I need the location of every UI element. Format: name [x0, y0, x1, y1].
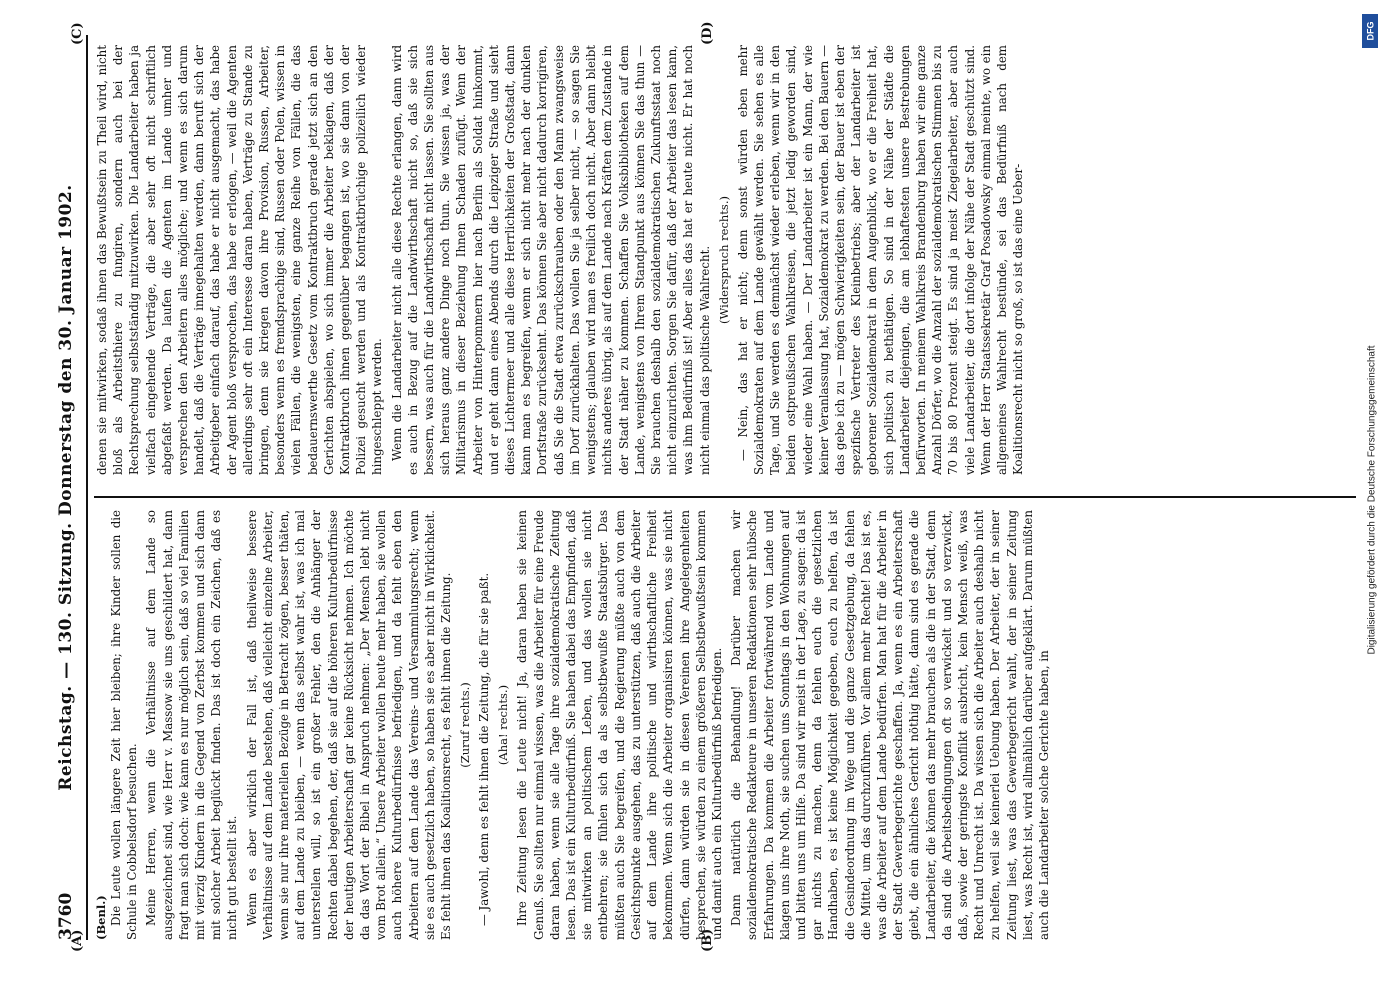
- column-divider: [94, 496, 1356, 498]
- speaker-label: (Benl.): [94, 895, 108, 940]
- paragraph: denen sie mitwirken, sodaß ihnen das Bewußtsein zu Theil wird, nicht bloß als Arbeitsthiere zu fungiren, sondern auch bei der Rechtsprechung selbstständig mitzuwirken. Die Landarbeiter haben ja vielfach eingehende Verträge, die aber sehr oft nicht schriftlich abgefaßt werden. Da laufen die Agenten im Lande umher und versprechen den Arbeitern alles mögliche; und wenn es sich darum handelt, daß die Verträge innegehalten werden, dann beruft sich der Arbeitgeber einfach darauf, das habe er nicht ausgemacht, das habe der Agent bloß versprochen, das habe er erlogen, — weil die Agenten allerdings sehr oft ein Interesse daran haben, Verträge zu Stande zu bringen, denn sie kriegen davon ihre Provision, Russen, Arbeiter, besonders wenn es fremdsprachige sind, Russen oder Polen, wissen in vielen Fällen, die wenigsten, eine ganze Reihe von Fällen, die das bedauernswerthe Gesetz vom Kontraktbruch gerade jetzt sich an den Gerichten abspielen, wo sich immer die Arbeiter beklagen, daß der Kontraktbruch ihnen gegenüber begangen ist, wo sie dann von der Polizei gesucht werden und als Kontraktbrüchige polizeilich wieder hingeschleppt werden.: [95, 45, 385, 475]
- margin-marker-d: (D): [700, 21, 715, 45]
- page-number: 3760: [56, 892, 76, 940]
- page-title: Reichstag. — 130. Sitzung. Donnerstag den 30. Januar 1902.: [56, 184, 76, 791]
- paragraph: Meine Herren, wenn die Verhältnisse auf dem Lande so ausgezeichnet sind, wie Herr v. Massow sie uns geschildert hat, dann fragt man sich doch: wie kann es nur möglich sein, daß so viel Familien mit vierzig Kindern in die Gegend von Zerbst kommen und sich dann mit solcher Arbeit beglückt finden. Das ist doch ein Zeichen, daß es nicht gut bestellt ist.: [144, 510, 240, 940]
- page-header: [50, 35, 88, 940]
- rotated-page: [50, 20, 1360, 950]
- paragraph: Ihre Zeitung lesen die Leute nicht! Ja, daran haben sie keinen Genuß. Sie sollten nur einmal wissen, was die Arbeiter für eine Freude daran haben, wenn sie alle Tage ihre sozialdemokratische Zeitung lesen. Das ist ein Kulturbedürfniß. Sie haben dabei das Empfinden, daß sie mitwirken an politischem Leben, und das wollen sie nicht entbehren; sie fühlen sich da als selbstbewußte Staatsbürger. Das müßten auch Sie begreifen, und die Regierung müßte auch von dem Gesichtspunkte ausgehen, das zu unterstützen, daß auch die Arbeiter auf dem Lande ihre politische und wirthschaftliche Freiheit bekommen. Wenn sich die Arbeiter organisiren können, was sie nicht dürfen, dann würden sie in diesen Vereinen ihre Angelegenheiten besprechen, sie würden zu einem größeren Selbstbewußtsein kommen und damit auch ein Kulturbedürfniß befriedigen.: [515, 510, 724, 940]
- dfg-badge: [1362, 14, 1378, 48]
- paragraph: Dann natürlich die Behandlung! Darüber machen wir sozialdemokratische Redakteure in unseren Redaktionen sehr hübsche Erfahrungen. Da kommen die Arbeiter fortwährend vom Lande und klagen uns ihre Noth, sie suchen uns Sonntags in den Wohnungen auf und bitten uns um Hilfe. Da sind wir meist in der Lage, zu sagen: da ist gar nichts zu machen, denn da fehlen euch die gesetzlichen Handhaben, es ist keine Möglichkeit gegeben, euch zu helfen, da ist die Gesindeordnung im Wege und die ganze Gesetzgebung, da fehlen die Mittel, um das durchzuführen. Vor allem mehr Rechte! Das ist es, was die Arbeiter auf dem Lande bedürfen. Man hat für die Arbeiter in der Stadt Gewerbegerichte geschaffen. Ja, wenn es ein Arbeiterschaft giebt, die ein ähnliches Gericht nöthig hätte, dann sind es gerade die Landarbeiter, die können das mehr brauchen als die in der Stadt, denn da sind die Arbeitsbedingungen oft so verwickelt und so verzwickt, daß, sowie der geringste Konflikt ausbricht, kein Mensch weiß, was Recht und Unrecht ist. Da wissen sich die Arbeiter auch deshalb nicht zu helfen, weil sie keinerlei Uebung haben. Der Arbeiter, der in seiner Zeitung liest, was das Gewerbegericht wahlt, der in seiner Zeitung liest, was Recht ist, wird allmählich darüber aufgeklärt. Darum müßten auch die Landarbeiter solche Gerichte haben, in: [729, 510, 1051, 940]
- paragraph: — Nein, das hat er nicht; denn sonst würden eben mehr Sozialdemokraten auf dem Lande gewählt werden. Sie sehen es alle Tage, und Sie werden es demnächst wieder erleben, wenn wir in den beiden ostpreußischen Wahlkreisen, die jetzt ledig geworden sind, wieder eine Wahl haben. — Der Landarbeiter ist ein Mann, der wie keiner Veranlassung hat, Sozialdemokrat zu werden. Bei den Bauern — das gebe ich zu — mögen Schwierigkeiten sein, der Bauer ist eben der spezifische Vertreter des Kleinbetriebs; aber der Landarbeiter ist geborener Sozialdemokrat in dem Augenblick, wo er die Freiheit hat, sich politisch zu bethätigen. So sind in der Nähe der Städte die Landarbeiter diejenigen, die am lebhaftesten unsere Bestrebungen befürworten. In meinem Wahlkreis Brandenburg haben wir eine ganze Anzahl Dörfer, wo die Anzahl der sozialdemokratischen Stimmen bis zu 70 bis 80 Prozent steigt. Es sind ja meist Ziegelarbeiter, aber auch viele Landarbeiter, die dort infolge der Nähe der Stadt geschützt sind. Wenn der Herr Staatssekretär Graf Posadowsky einmal meinte, wo ein allgemeines Wahlrecht bestünde, sei das Bedürfniß nach dem Koalitionsrecht nicht so groß, so ist das eine Ueber-: [735, 45, 1026, 475]
- interjection: (Zuruf rechts.): [458, 682, 473, 768]
- margin-marker-c: (C): [70, 22, 85, 45]
- paragraph: — Jawohl, denn es fehlt ihnen die Zeitung, die für sie paßt.: [477, 572, 492, 926]
- dfg-badge-text: DFG: [1365, 21, 1375, 41]
- interjection: (Widerspruch rechts.): [716, 196, 731, 324]
- margin-marker-a: (A): [70, 929, 85, 952]
- interjection: (Aha! rechts.): [496, 684, 511, 766]
- paragraph: Die Leute wollen längere Zeit hier bleiben; ihre Kinder sollen die Schule in Cobbelsdorf besuchen.: [109, 510, 140, 940]
- paragraph: Wenn die Landarbeiter nicht alle diese Rechte erlangen, dann wird es auch in Bezug auf die Landwirthschaft nicht so, daß sie sich bessern, was auch für die Landwirthschaft nicht lassen. Sie sollten aus sich heraus ganz andere Dinge noch thun. Sie wissen ja, was der Militarismus in dieser Beziehung Ihnen Schaden zufügt. Wenn der Arbeiter von Hinterpommern hier nach Berlin als Soldat hinkommt, und er geht dann eines Abends durch die Leipziger Straße und sieht dieses Lichtermeer und alle diese Herrlichkeiten der Großstadt, dann kann man es begreifen, wenn er sich nicht mehr nach der dunklen Dorfstraße zurücksehnt. Das können Sie aber nicht dadurch korrigiren, daß Sie die Stadt etwa zurückschrauben oder den Mann zwangsweise im Dorf zurückhalten. Das wollen Sie ja selber nicht, — so sagen Sie wenigstens; glauben wird man es freilich doch nicht. Aber dann bleibt nichts anderes übrig, als auf dem Lande nach Kräften dem Zustande in der Stadt näher zu kommen. Schaffen Sie Volksbibliotheken auf dem Lande, wenigstens von Ihrem Standpunkt aus können Sie das thun — Sie brauchen deshalb den sozialdemokratischen Zukunftsstaat noch nicht einzurichten. Sorgen Sie dafür, daß der Arbeiter das lesen kann, was ihm Bedürfniß ist! Aber alles das hat er heute nicht. Er hat noch nicht einmal das politische Wahlrecht.: [389, 45, 712, 475]
- digitization-note: Digitalisierung gefördert durch die Deutsche Forschungsgemeinschaft: [1366, 345, 1378, 655]
- left-column: [94, 510, 1359, 940]
- right-column: [94, 45, 1359, 475]
- margin-marker-b: (B): [700, 928, 715, 952]
- paragraph: Wenn es aber wirklich der Fall ist, daß theilweise bessere Verhältnisse auf dem Lande bestehen, daß vielleicht einzelne Arbeiter, wenn sie nur ihre materiellen Bezüge in Betracht zögen, besser thäten, auf dem Lande zu bleiben, — wenn das selbst wahr ist, was ich mal unterstellen will, so ist ein großer Fehler, den die Anhänger der Rechten dabei begehen, der, daß sie auf die höheren Kulturbedürfnisse der heutigen Arbeiterschaft gar keine Rücksicht nehmen. Ich möchte da das Wort der Bibel in Anspruch nehmen: „Der Mensch lebt nicht vom Brot allein.“ Unsere Arbeiter wollen heute mehr haben, sie wollen auch höhere Kulturbedürfnisse befriedigen, und da fehlt eben den Arbeitern auf dem Lande das Vereins- und Versammlungsrecht; wenn sie es auch gesetzlich haben, so haben sie es aber nicht in Wirklichkeit. Es fehlt ihnen das Koalitionsrecht, es fehlt ihnen die Zeitung.: [244, 510, 454, 940]
